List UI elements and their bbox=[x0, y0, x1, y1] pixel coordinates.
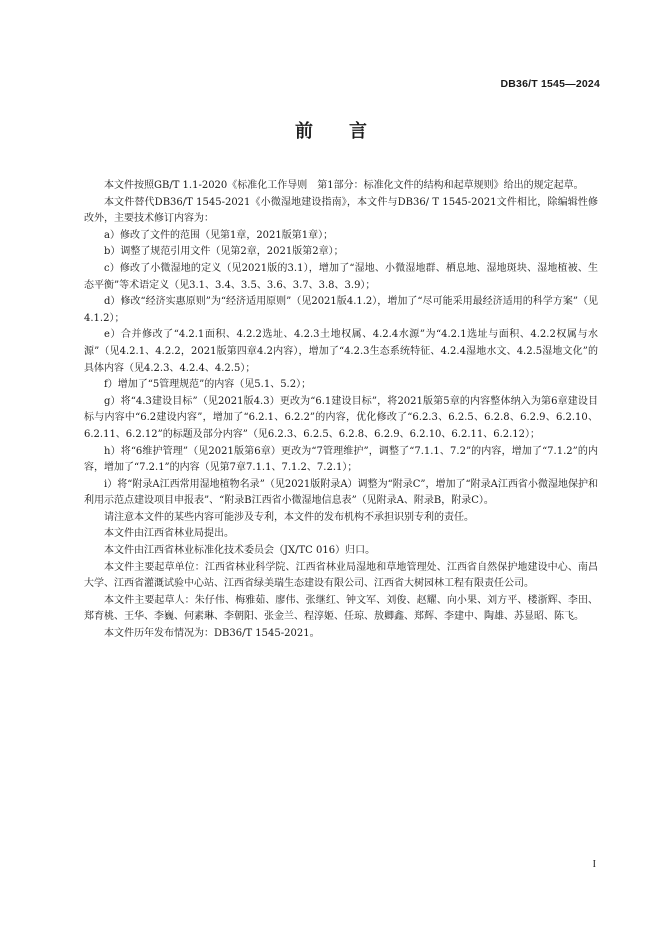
paragraph: 本文件由江西省林业局提出。 bbox=[104, 528, 234, 540]
paragraph: 本文件替代DB36/T 1545-2021《小微湿地建设指南》，本文件与DB36/ T 1545-2021文件相比，除编辑性修改外，主要技术修订内容为： bbox=[84, 196, 598, 225]
paragraph: 请注意本文件的某些内容可能涉及专利，本文件的发布机构不承担识别专利的责任。 bbox=[104, 511, 474, 523]
list-item: a）修改了文件的范围（见第1章，2021版第1章）； bbox=[104, 229, 334, 241]
paragraph: 本文件历年发布情况为：DB36/T 1545-2021。 bbox=[104, 628, 320, 640]
paragraph: 本文件主要起草单位：江西省林业科学院、江西省林业局湿地和草地管理处、江西省自然保护地建设中心、南昌大学、江西省灌溉试验中心站、江西省绿美瑞生态建设有限公司、江西省大树园林工程有限责任公司。 bbox=[84, 561, 598, 590]
list-item: d）修改“经济实惠原则”为“经济适用原则”（见2021版4.1.2），增加了“尽可能采用最经济适用的科学方案”（见4.1.2）； bbox=[84, 296, 598, 324]
paragraph: 本文件按照GB/T 1.1-2020《标准化工作导则 第1部分：标准化文件的结构和起草规则》给出的规定起草。 bbox=[104, 180, 584, 191]
paragraph: 本文件由江西省林业标准化技术委员会（JX/TC 016）归口。 bbox=[104, 545, 376, 557]
document-code: DB36/T 1545—2024 bbox=[500, 78, 600, 90]
list-item: i）将“附录A江西常用湿地植物名录”（见2021版附录A）调整为“附录C”，增加了“附录A江西省小微湿地保护和利用示范点建设项目申报表”、“附录B江西省小微湿地信息表”（见附录A、附录B，附录C）。 bbox=[84, 478, 598, 507]
list-item: f）增加了“5管理规范”的内容（见5.1、5.2）； bbox=[104, 379, 312, 391]
title-char-2: 言 bbox=[349, 121, 367, 142]
list-item: c）修改了小微湿地的定义（见2021版的3.1），增加了“湿地、小微湿地群、栖息地、湿地斑块、湿地植被、生态平衡”等术语定义（见3.1、3.4、3.5、3.6、3.7、3.8、3.9）； bbox=[84, 262, 598, 291]
list-item: h）将“6维护管理”（见2021版第6章）更改为“7管理维护”，调整了“7.1.1、7.2”的内容，增加了“7.1.2”的内容，增加了“7.2.1”的内容（见第7章7.1.1、7.1.2、7.2.1）； bbox=[84, 445, 598, 474]
foreword-body bbox=[84, 178, 598, 643]
list-item: g）将“4.3建设目标”（见2021版4.3）更改为“6.1建设目标”，将2021版第5章的内容整体纳入为第6章建设目标与内容中“6.2建设内容”，增加了“6.2.1、6.2.2”的内容，优化修改了“6.2.3、6.2.5、6.2.8、6.2.9、6.2.10、6.2.11、6.2.12”的标题及部分内容”（见6.2.3、6.2.5、6.2.8、6.2.9、6.2.10、6.2.11、6.2.12）； bbox=[84, 395, 598, 440]
title-char-1: 前 bbox=[295, 121, 313, 142]
paragraph: 本文件主要起草人：朱仔伟、梅雅茹、廖伟、张继红、钟文军、刘俊、赵耀、向小果、刘方平、楼浙辉、李田、郑育桃、王华、李巍、何素琳、李朝阳、张金兰、程淳姬、任琼、敖卿鑫、郑辉、李建中、陶雄、苏显昭、陈飞。 bbox=[84, 594, 598, 623]
list-item: b）调整了规范引用文件（见第2章，2021版第2章）； bbox=[104, 246, 344, 258]
page-title bbox=[0, 117, 662, 143]
list-item: e）合并修改了“4.2.1面积、4.2.2选址、4.2.3土地权属、4.2.4水源”为“4.2.1选址与面积、4.2.2权属与水源”（见4.2.1、4.2.2，2021版第四章4.2内容），增加了“4.2.3生态系统特征、4.2.4湿地水文、4.2.5湿地文化”的具体内容（见4.2.3、4.2.4、4.2.5）； bbox=[84, 329, 598, 374]
page-number: I bbox=[592, 859, 596, 870]
